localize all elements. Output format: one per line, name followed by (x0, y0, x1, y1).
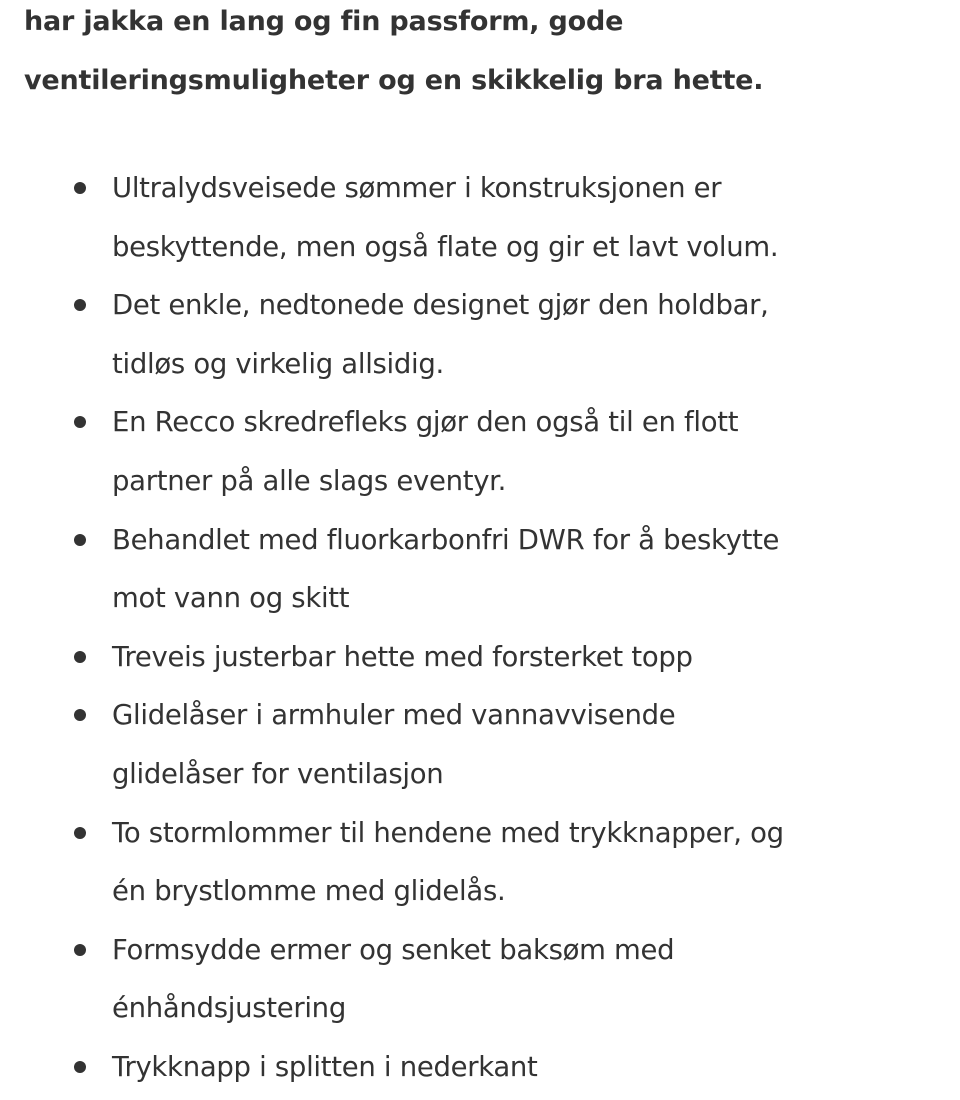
feature-text-line: én brystlomme med glidelås. (112, 875, 506, 908)
bullet-icon (74, 299, 86, 311)
feature-text-line: Behandlet med fluorkarbonfri DWR for å beskytte (112, 523, 780, 556)
bullet-icon (74, 416, 86, 428)
feature-text-line: tidløs og virkelig allsidig. (112, 347, 444, 380)
feature-list (0, 159, 960, 1097)
bullet-icon (74, 1061, 86, 1073)
feature-text-line: Formsydde ermer og senket baksøm med (112, 933, 675, 966)
bullet-icon (74, 827, 86, 839)
feature-text-line: partner på alle slags eventyr. (112, 464, 507, 497)
feature-text-line: To stormlommer til hendene med trykknapper, og (112, 816, 784, 849)
feature-text-line: beskyttende, men også flate og gir et lavt volum. (112, 230, 779, 263)
feature-text-line: Treveis justerbar hette med forsterket topp (112, 640, 693, 673)
intro-line: har jakka en lang og fin passform, gode (24, 6, 624, 37)
bullet-icon (74, 651, 86, 663)
intro-line: ventileringsmuligheter og en skikkelig bra hette. (24, 64, 764, 96)
feature-list-item (0, 686, 960, 803)
feature-list-item (0, 159, 960, 276)
feature-list-item (0, 921, 960, 1038)
bullet-icon (74, 944, 86, 956)
bullet-icon (74, 534, 86, 546)
intro-paragraph (24, 0, 763, 110)
bullet-icon (74, 182, 86, 194)
feature-list-item (0, 511, 960, 628)
feature-list-item (0, 1038, 960, 1097)
feature-list-item (0, 393, 960, 510)
feature-text-line: mot vann og skitt (112, 582, 350, 615)
feature-list-item (0, 804, 960, 921)
feature-text-line: En Recco skredrefleks gjør den også til en flott (112, 406, 739, 439)
feature-text-line: Det enkle, nedtonede designet gjør den holdbar, (112, 289, 769, 322)
bullet-icon (74, 709, 86, 721)
feature-list-item (0, 628, 960, 687)
feature-text-line: glidelåser for ventilasjon (112, 757, 444, 790)
feature-text-line: Ultralydsveisede sømmer i konstruksjonen er (112, 172, 722, 204)
feature-text-line: Trykknapp i splitten i nederkant (112, 1050, 538, 1083)
feature-text-line: énhåndsjustering (112, 992, 346, 1025)
feature-list-item (0, 276, 960, 393)
feature-text-line: Glidelåser i armhuler med vannavvisende (112, 699, 676, 732)
